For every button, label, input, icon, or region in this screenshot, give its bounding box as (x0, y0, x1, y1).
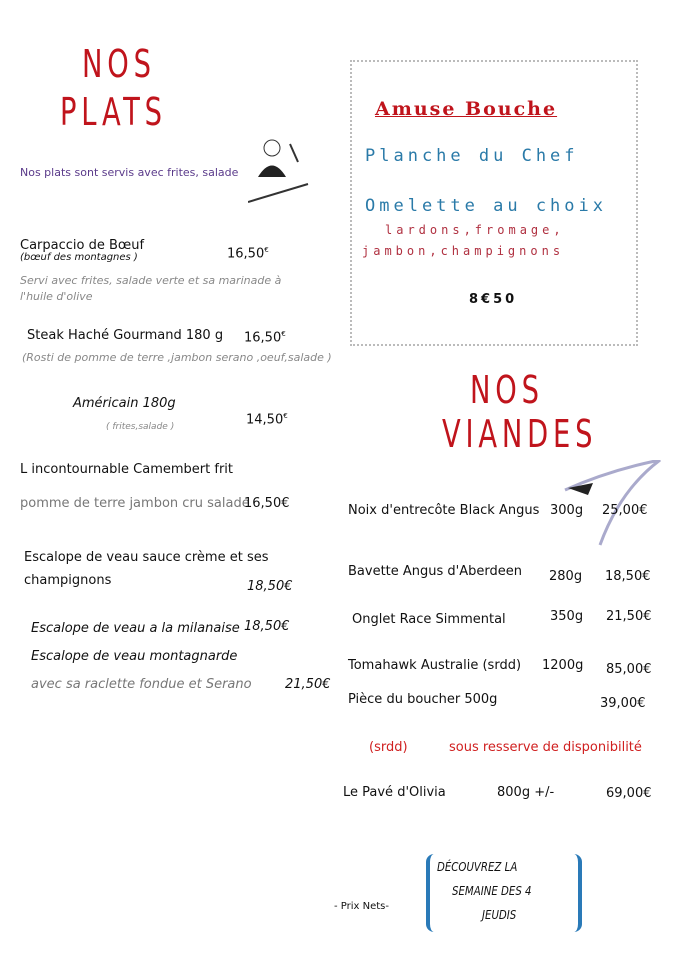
plat-name: Escalope de veau montagnarde (31, 649, 238, 664)
plat-desc: Servi avec frites, salade verte et sa marinade à (20, 274, 282, 287)
plats-intro: Nos plats sont servis avec frites, salade (20, 166, 239, 179)
amuse-item: Omelette au choix (365, 196, 607, 216)
plats-title-2: PLATS (60, 90, 167, 134)
plat-price: 21,50€ (285, 677, 331, 692)
viande-weight: 1200g (542, 658, 584, 673)
viande-price: 18,50€ (605, 569, 651, 584)
special-price: 69,00€ (606, 786, 652, 801)
plat-name: L incontournable Camembert frit (20, 462, 233, 477)
plat-name: Carpaccio de Bœuf (20, 238, 145, 253)
chef-illustration-icon (248, 132, 310, 211)
amuse-item: Planche du Chef (365, 146, 579, 166)
note-abbr: (srdd) (369, 740, 408, 755)
viande-weight: 350g (550, 609, 584, 624)
plat-name: Américain 180g (73, 396, 176, 411)
amuse-sub: lardons,fromage, (385, 223, 565, 237)
plat-name: Escalope de veau a la milanaise (31, 621, 240, 636)
special-weight: 800g +/- (497, 785, 555, 800)
plat-desc: (Rosti de pomme de terre ,jambon serano ,oeuf,salade ) (22, 351, 332, 364)
prix-nets: - Prix Nets- (334, 901, 389, 912)
viande-price: 85,00€ (606, 662, 652, 677)
plat-price: 14,50€ (246, 412, 288, 428)
viande-name: Onglet Race Simmental (352, 612, 506, 627)
plat-desc: l'huile d'olive (20, 290, 93, 303)
viande-name: Bavette Angus d'Aberdeen (348, 564, 523, 579)
viande-price: 25,00€ (602, 503, 648, 518)
special-name: Le Pavé d'Olivia (343, 785, 446, 800)
plat-price: 16,50€ (227, 246, 269, 262)
viande-name: Tomahawk Australie (srdd) (348, 658, 522, 673)
amuse-price: 8€50 (469, 292, 518, 307)
viandes-title-1: NOS (470, 368, 544, 412)
plat-sub: ( frites,salade ) (106, 422, 175, 432)
viande-weight: 300g (550, 503, 584, 518)
plat-desc: avec sa raclette fondue et Serano (31, 677, 252, 692)
promo-line: DÉCOUVREZ LA (437, 860, 518, 874)
note-text: sous resserve de disponibilité (449, 740, 642, 755)
viande-name: Pièce du boucher 500g (348, 692, 498, 707)
plat-price: 18,50€ (244, 619, 290, 634)
plat-name: champignons (24, 573, 112, 588)
plats-title-1: NOS (82, 42, 156, 86)
viande-price: 21,50€ (606, 609, 652, 624)
amuse-sub: jambon,champignons (362, 244, 565, 258)
plat-price: 18,50€ (247, 579, 293, 594)
plat-name: Escalope de veau sauce crème et ses (24, 550, 269, 565)
plat-name: Steak Haché Gourmand 180 g (27, 328, 224, 343)
promo-line: SEMAINE DES 4 (452, 884, 532, 898)
amuse-title: Amuse Bouche (375, 98, 558, 120)
plat-desc: pomme de terre jambon cru salade (20, 496, 250, 511)
viande-weight: 280g (549, 569, 583, 584)
plat-price: 16,50€ (244, 496, 290, 511)
plat-price: 16,50€ (244, 330, 286, 346)
viandes-title-2: VIANDES (442, 412, 598, 456)
plat-sub: (bœuf des montagnes ) (20, 252, 138, 263)
viande-price: 39,00€ (600, 696, 646, 711)
viande-name: Noix d'entrecôte Black Angus (348, 503, 540, 518)
promo-line: JEUDIS (482, 908, 517, 922)
